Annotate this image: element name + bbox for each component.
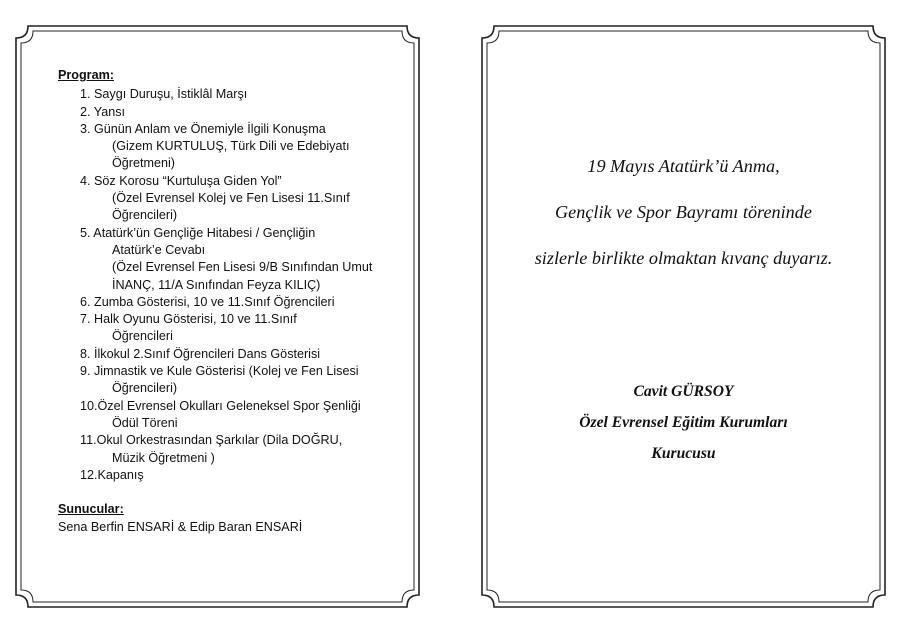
list-item: [58, 432, 408, 467]
list-item: [58, 294, 408, 311]
item-subtext: Müzik Öğretmeni ): [112, 450, 215, 465]
program-list: [58, 86, 408, 484]
item-text: 7. Halk Oyunu Gösterisi, 10 ve 11.Sınıf: [80, 312, 297, 327]
item-subtext: (Özel Evrensel Kolej ve Fen Lisesi 11.Sınıf: [112, 191, 350, 206]
list-item: [58, 173, 408, 225]
signatory-name: Cavit GÜRSOY: [633, 383, 734, 400]
presenters-heading: Sunucular:: [58, 502, 124, 517]
invitation-line-3: sizlerle birlikte olmaktan kıvanç duyarız.: [534, 248, 833, 268]
item-subtext: Öğretmeni): [112, 156, 175, 171]
presenters-names: Sena Berfin ENSARİ & Edip Baran ENSARİ: [58, 520, 303, 535]
list-item: [58, 104, 408, 121]
item-subtext: Atatürk’e Cevabı: [112, 242, 206, 257]
program-section: [58, 67, 408, 537]
item-text: 6. Zumba Gösterisi, 10 ve 11.Sınıf Öğrencileri: [80, 294, 335, 309]
item-text: 12.Kapanış: [80, 467, 144, 482]
ornamental-border: [480, 24, 887, 609]
item-text: 10.Özel Evrensel Okulları Geleneksel Spor Şenliği: [80, 398, 361, 413]
item-text: 11.Okul Orkestrasından Şarkılar (Dila DOĞRU,: [80, 433, 343, 448]
item-subtext: (Özel Evrensel Fen Lisesi 9/B Sınıfından Umut: [112, 260, 373, 275]
signatory-organization: Özel Evrensel Eğitim Kurumları: [579, 414, 788, 431]
list-item: [58, 363, 408, 398]
list-item: [58, 121, 408, 173]
invitation-card: [480, 24, 887, 609]
item-text: 8. İlkokul 2.Sınıf Öğrencileri Dans Gösterisi: [80, 346, 321, 361]
program-card: [14, 24, 421, 609]
item-subtext: Öğrencileri): [112, 208, 178, 223]
item-text: 9. Jimnastik ve Kule Gösterisi (Kolej ve Fen Lisesi: [80, 364, 359, 379]
list-item: [58, 398, 408, 433]
item-subtext: İNANÇ, 11/A Sınıfından Feyza KILIÇ): [112, 277, 321, 292]
item-text: 1. Saygı Duruşu, İstiklâl Marşı: [80, 87, 248, 102]
list-item: [58, 86, 408, 103]
item-subtext: Ödül Töreni: [112, 415, 178, 430]
item-text: 3. Günün Anlam ve Önemiyle İlgili Konuşma: [80, 121, 326, 136]
item-text: 5. Atatürk’ün Gençliğe Hitabesi / Gençliğin: [80, 225, 316, 240]
invitation-line-1: 19 Mayıs Atatürk’ü Anma,: [587, 156, 780, 176]
item-subtext: Öğrencileri): [112, 381, 178, 396]
list-item: [58, 225, 408, 294]
signatory-role: Kurucusu: [651, 445, 716, 462]
item-subtext: (Gizem KURTULUŞ, Türk Dili ve Edebiyatı: [112, 139, 350, 154]
list-item: [58, 346, 408, 363]
item-subtext: Öğrencileri: [112, 329, 173, 344]
invitation-line-2: Gençlik ve Spor Bayramı töreninde: [555, 202, 812, 222]
item-text: 4. Söz Korosu “Kurtuluşa Giden Yol”: [80, 173, 282, 188]
item-text: 2. Yansı: [80, 104, 126, 119]
program-heading: Program:: [58, 68, 114, 82]
list-item: [58, 311, 408, 346]
list-item: [58, 467, 408, 484]
